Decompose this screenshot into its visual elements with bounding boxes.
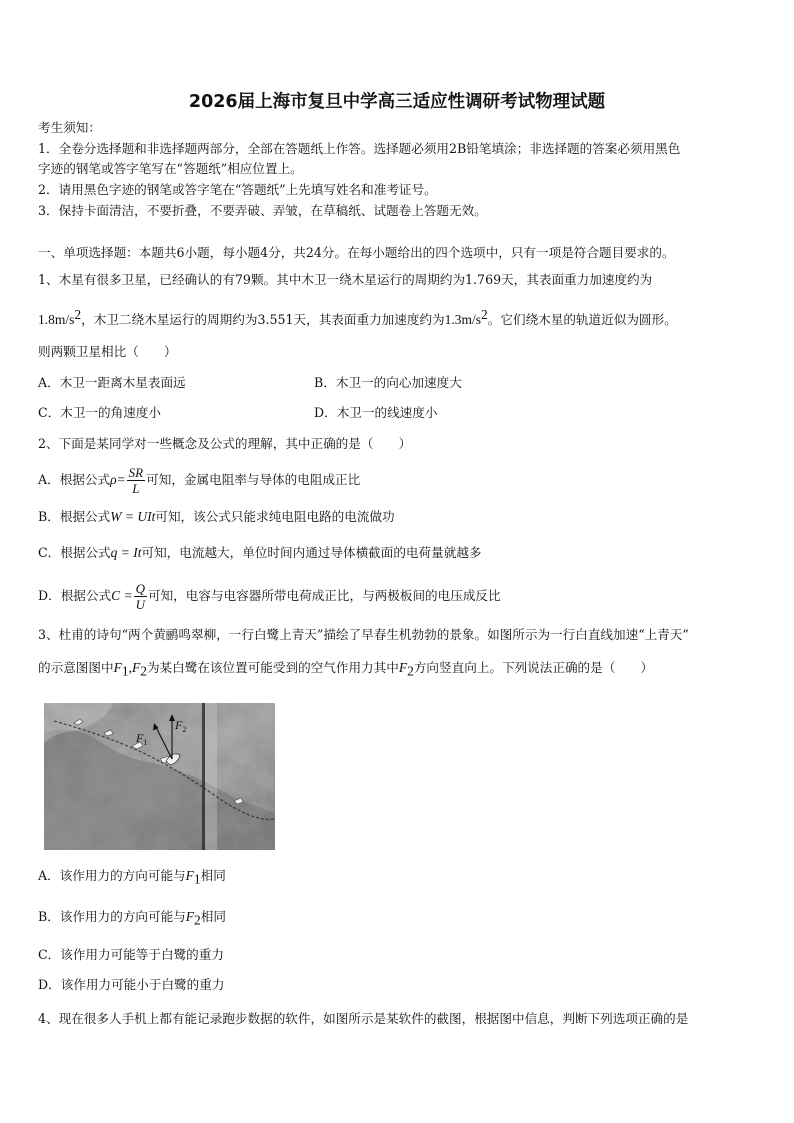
q1-stem-line-3: 则两颗卫星相比（ ） [38,344,177,359]
q2-option-b-text: 可知，该公式只能求纯电阻电路的电流做功 [155,509,395,524]
q3-stem-line-2-middle: 为某白鹭在该位置可能受到的空气作用力其中 [146,660,399,675]
egret-flight-figure [44,703,275,850]
q2-option-a-prefix: A．根据公式 [38,472,111,487]
q2-option-d-lhs: C = [111,588,133,603]
q1-stem-end: 。它们绕木星的轨道近似为圆形。 [487,312,677,328]
q3-option-a-prefix: A．该作用力的方向可能与 [38,868,186,883]
q2-option-d-prefix: D．根据公式 [38,588,112,603]
figure-label-f1: $F_1$ [136,731,148,747]
q3-option-d: D．该作用力可能小于白鹭的重力 [38,977,225,992]
notice-item-1-line-2: 字迹的钢笔或答字笔写在“答题纸”相应位置上。 [38,161,303,176]
q2-option-a-lhs: ρ= [110,472,126,487]
q2-option-d-denominator: U [135,597,145,612]
q2-option-c-prefix: C．根据公式 [38,545,111,560]
notice-item-3: 3．保持卡面清洁，不要折叠，不要弄破、弄皱，在草稿纸、试题卷上答题无效。 [38,203,487,218]
q3-option-a [38,868,226,888]
q2-option-b-prefix: B．根据公式 [38,509,111,524]
q1-stem-middle: ，木卫二绕木星运行的周期约为3.551天，其表面重力加速度约为 [81,312,445,328]
q2-option-d-text: 可知，电容与电容器所带电荷成正比，与两极板间的电压成反比 [147,588,501,603]
q2-option-c-text: 可知，电流越大，单位时间内通过导体横截面的电荷量就越多 [141,545,482,560]
q1-value-1-exponent: 2 [74,307,82,322]
exam-title: 2026届上海市复旦中学高三适应性调研考试物理试题 [188,92,606,112]
q3-force-f2-ref: F [398,660,408,675]
q3-force-f2: F [131,660,141,675]
q3-option-b-force-sub: 2 [194,912,201,928]
q2-stem: 2、下面是某同学对一些概念及公式的理解，其中正确的是（ ） [38,436,412,451]
q3-option-c: C．该作用力可能等于白鹭的重力 [38,947,224,962]
q2-option-b-formula: W = UIt [110,509,156,524]
q3-stem-line-2-end: 方向竖直向上。下列说法正确的是（ ） [413,660,654,675]
q3-stem-line-2-prefix: 的示意图图中 [38,660,114,675]
egret-photo [44,703,275,850]
q1-value-2-exponent: 2 [481,307,488,322]
q3-option-b-force: F [185,909,195,924]
q3-stem-line-2 [38,660,653,680]
q2-option-c [38,545,482,561]
q1-option-b: B．木卫一的向心加速度大 [314,375,462,390]
q3-force-f2-sub: 2 [140,663,147,679]
q3-option-b [38,909,226,929]
q2-option-a-numerator: SR [128,465,144,480]
q2-option-d [38,581,501,612]
q3-option-a-force: F [185,868,194,883]
q1-value-1: 1.8m/s [38,312,75,328]
q1-option-a: A．木卫一距离木星表面远 [38,375,186,390]
q2-option-c-formula: q = It [110,545,142,560]
q3-force-f2-ref-sub: 2 [407,663,414,679]
q3-option-b-suffix: 相同 [200,909,226,924]
section-heading: 一、单项选择题：本题共6小题，每小题4分，共24分。在每小题给出的四个选项中，只有一项是符合题目要求的。 [38,245,675,260]
q2-option-d-fraction [134,581,147,612]
q3-option-b-prefix: B．该作用力的方向可能与 [38,909,186,924]
figure-label-f2: $F_2$ [175,718,187,734]
q3-stem-line-1: 3、杜甫的诗句“两个黄鹂鸣翠柳，一行白鹭上青天”描绘了早春生机勃勃的景象。如图所示为一行白直线加速“上青天” [38,627,689,642]
q3-force-f1: F [113,660,122,675]
q2-option-b [38,509,395,525]
notice-item-2: 2．请用黑色字迹的钢笔或答字笔在“答题纸”上先填写姓名和准考证号。 [38,182,437,197]
notice-heading: 考生须知： [38,120,101,135]
q1-value-2: 1.3m/s [444,312,482,328]
q1-option-d: D．木卫一的线速度小 [314,405,438,420]
notice-item-1-line-1: 1．全卷分选择题和非选择题两部分，全部在答题纸上作答。选择题必须用2B铅笔填涂；非选择题的答案必须用黑色 [38,141,681,156]
q4-stem-line-1: 4、现在很多人手机上都有能记录跑步数据的软件，如图所示是某软件的截图，根据图中信息，判断下列选项正确的是 [38,1011,689,1026]
q2-option-a-text: 可知，金属电阻率与导体的电阻成正比 [146,472,361,487]
q1-option-c: C．木卫一的角速度小 [38,405,161,420]
q1-stem-line-1: 1、木星有很多卫星，已经确认的有79颗。其中木卫一绕木星运行的周期约为1.769天，其表面重力加速度约为 [38,272,653,287]
q2-option-a [38,465,360,496]
q2-option-d-numerator: Q [135,581,145,596]
q3-option-a-force-sub: 1 [193,871,201,887]
q3-force-f1-sub: 1 [121,663,129,679]
q2-option-a-denominator: L [132,481,140,496]
q2-option-a-fraction [127,465,145,496]
q3-option-a-suffix: 相同 [200,868,226,883]
q3-comma: , [128,660,132,675]
q1-stem-line-2 [38,307,677,328]
